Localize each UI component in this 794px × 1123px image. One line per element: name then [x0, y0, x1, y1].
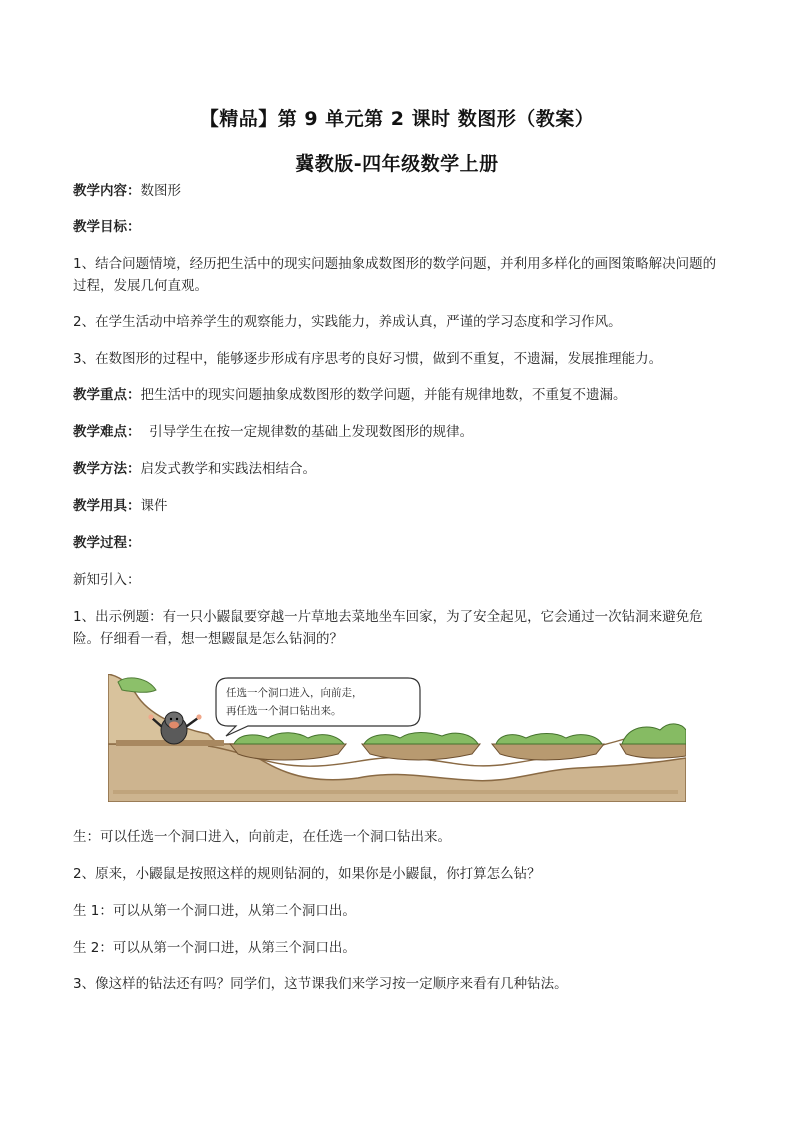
goal-item-1: 1、结合问题情境，经历把生活中的现实问题抽象成数图形的数学问题，并利用多样化的画图策略解决问题的过程，发展几何直观。 — [73, 256, 717, 294]
key-points — [73, 384, 728, 406]
step-1-text: 1、出示例题：有一只小鼹鼠要穿越一片草地去菜地坐车回家，为了安全起见，它会通过一次钻洞来避免危险。仔细看一看，想一想鼹鼠是怎么钻洞的？ — [73, 609, 703, 647]
step-3-text: 3、像这样的钻法还有吗？同学们，这节课我们来学习按一定顺序来看有几种钻法。 — [73, 976, 568, 992]
teaching-tools-label: 教学用具： — [73, 498, 141, 514]
difficulty-label: 教学难点： — [73, 424, 141, 440]
difficulty — [73, 421, 728, 443]
grass-platform-3 — [492, 734, 604, 761]
key-points-text: 把生活中的现实问题抽象成数图形的数学问题，并能有规律地数，不重复不遗漏。 — [140, 387, 627, 403]
grass-platform-2 — [362, 733, 480, 761]
student-answer-2: 生 2：可以从第一个洞口进，从第三个洞口出。 — [73, 940, 356, 956]
teaching-method-text: 启发式教学和实践法相结合。 — [140, 461, 316, 477]
teaching-tools — [73, 495, 728, 517]
document-title: 【精品】第 9 单元第 2 课时 数图形（教案） — [199, 108, 595, 130]
teaching-content — [73, 180, 728, 202]
teaching-process-label: 教学过程： — [73, 535, 141, 551]
cliff-grass — [118, 678, 156, 692]
teaching-tools-text: 课件 — [140, 498, 168, 514]
bubble-line-1: 任选一个洞口进入，向前走， — [226, 687, 363, 699]
answer-1: 生：可以任选一个洞口进入，向前走，在任选一个洞口钻出来。 — [73, 829, 451, 845]
teaching-goals-label: 教学目标： — [73, 219, 141, 235]
intro-heading: 新知引入： — [73, 572, 141, 588]
bubble-line-2: 再任选一个洞口钻出来。 — [226, 705, 342, 717]
teaching-method — [73, 458, 728, 480]
student-answer-1: 生 1：可以从第一个洞口进，从第二个洞口出。 — [73, 903, 356, 919]
grass-platform-4 — [620, 724, 686, 758]
document-subtitle: 冀教版-四年级数学上册 — [295, 153, 499, 175]
teaching-method-label: 教学方法： — [73, 461, 141, 477]
teaching-content-label: 教学内容： — [73, 183, 141, 199]
key-points-label: 教学重点： — [73, 387, 141, 403]
grass-platform-1 — [230, 733, 346, 760]
step-2-text: 2、原来，小鼹鼠是按照这样的规则钻洞的，如果你是小鼹鼠，你打算怎么钻？ — [73, 866, 541, 882]
teaching-content-text: 数图形 — [140, 183, 181, 199]
mole-tunnel-illustration — [108, 674, 686, 802]
goal-item-2: 2、在学生活动中培养学生的观察能力，实践能力，养成认真，严谨的学习态度和学习作风。 — [73, 314, 622, 330]
difficulty-text: 引导学生在按一定规律数的基础上发现数图形的规律。 — [140, 424, 474, 440]
goal-item-3: 3、在数图形的过程中，能够逐步形成有序思考的良好习惯，做到不重复，不遗漏，发展推理能力。 — [73, 351, 663, 367]
